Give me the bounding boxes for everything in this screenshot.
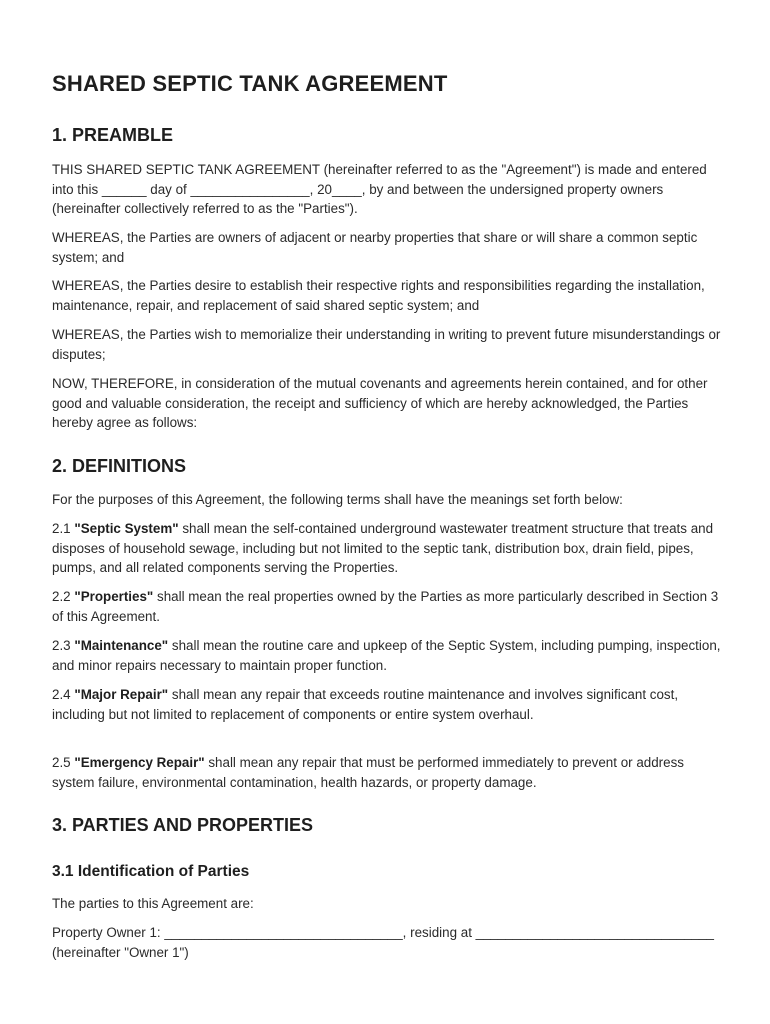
definition-term: "Properties" bbox=[74, 589, 154, 604]
definition-item bbox=[52, 519, 722, 578]
preamble-paragraph-1: THIS SHARED SEPTIC TANK AGREEMENT (hereinafter referred to as the "Agreement") is made and entered into this ______ day of ________________, 20____, by and between the undersigned property owners (hereinafter collectively referred to as the "Parties"). bbox=[52, 162, 707, 217]
section-heading-preamble: 1. PREAMBLE bbox=[52, 125, 174, 145]
definition-text: shall mean the routine care and upkeep of the Septic System, including pumping, inspection, and minor repairs necessary to maintain proper function. bbox=[52, 638, 721, 673]
preamble-paragraph-3: WHEREAS, the Parties desire to establish their respective rights and responsibilities regarding the installation, maintenance, repair, and replacement of said shared septic system; and bbox=[52, 278, 705, 313]
preamble-paragraph-5: NOW, THEREFORE, in consideration of the mutual covenants and agreements herein contained, and for other good and valuable consideration, the receipt and sufficiency of which are hereby acknowledged, the Parties hereby agree as follows: bbox=[52, 376, 708, 431]
subsection-heading-identification: 3.1 Identification of Parties bbox=[52, 863, 250, 880]
definition-number: 2.5 bbox=[52, 755, 75, 770]
definition-term: "Emergency Repair" bbox=[74, 755, 205, 770]
definition-text: shall mean the self-contained underground wastewater treatment structure that treats and disposes of household sewage, including but not limited to the septic tank, distribution box, drain field, pipes, pumps, and all related components serving the Properties. bbox=[52, 521, 714, 576]
definition-item bbox=[52, 753, 722, 792]
definition-term: "Major Repair" bbox=[74, 687, 169, 702]
parties-intro: The parties to this Agreement are: bbox=[52, 896, 254, 911]
document-title: SHARED SEPTIC TANK AGREEMENT bbox=[52, 71, 448, 96]
definitions-intro: For the purposes of this Agreement, the following terms shall have the meanings set forth below: bbox=[52, 492, 623, 507]
definition-text: shall mean the real properties owned by the Parties as more particularly described in Section 3 of this Agreement. bbox=[52, 589, 719, 624]
definition-item bbox=[52, 685, 722, 724]
section-heading-parties: 3. PARTIES AND PROPERTIES bbox=[52, 815, 314, 835]
preamble-paragraph-4: WHEREAS, the Parties wish to memorialize their understanding in writing to prevent future misunderstandings or disputes; bbox=[52, 327, 721, 362]
definition-number: 2.1 bbox=[52, 521, 75, 536]
section-heading-definitions: 2. DEFINITIONS bbox=[52, 456, 187, 476]
definition-item bbox=[52, 587, 722, 626]
definition-term: "Septic System" bbox=[74, 521, 179, 536]
definition-item bbox=[52, 636, 722, 675]
definition-number: 2.2 bbox=[52, 589, 75, 604]
definition-text: shall mean any repair that exceeds routine maintenance and involves significant cost, including but not limited to replacement of components or entire system overhaul. bbox=[52, 687, 679, 722]
definition-text: shall mean any repair that must be performed immediately to prevent or address system failure, environmental contamination, health hazards, or property damage. bbox=[52, 755, 684, 790]
definition-number: 2.4 bbox=[52, 687, 75, 702]
definition-number: 2.3 bbox=[52, 638, 75, 653]
definition-term: "Maintenance" bbox=[74, 638, 169, 653]
preamble-paragraph-2: WHEREAS, the Parties are owners of adjacent or nearby properties that share or will share a common septic system; and bbox=[52, 230, 698, 265]
owner-1-line: Property Owner 1: ________________________________, residing at ________________________________ (hereinafter "Owner 1") bbox=[52, 925, 714, 960]
